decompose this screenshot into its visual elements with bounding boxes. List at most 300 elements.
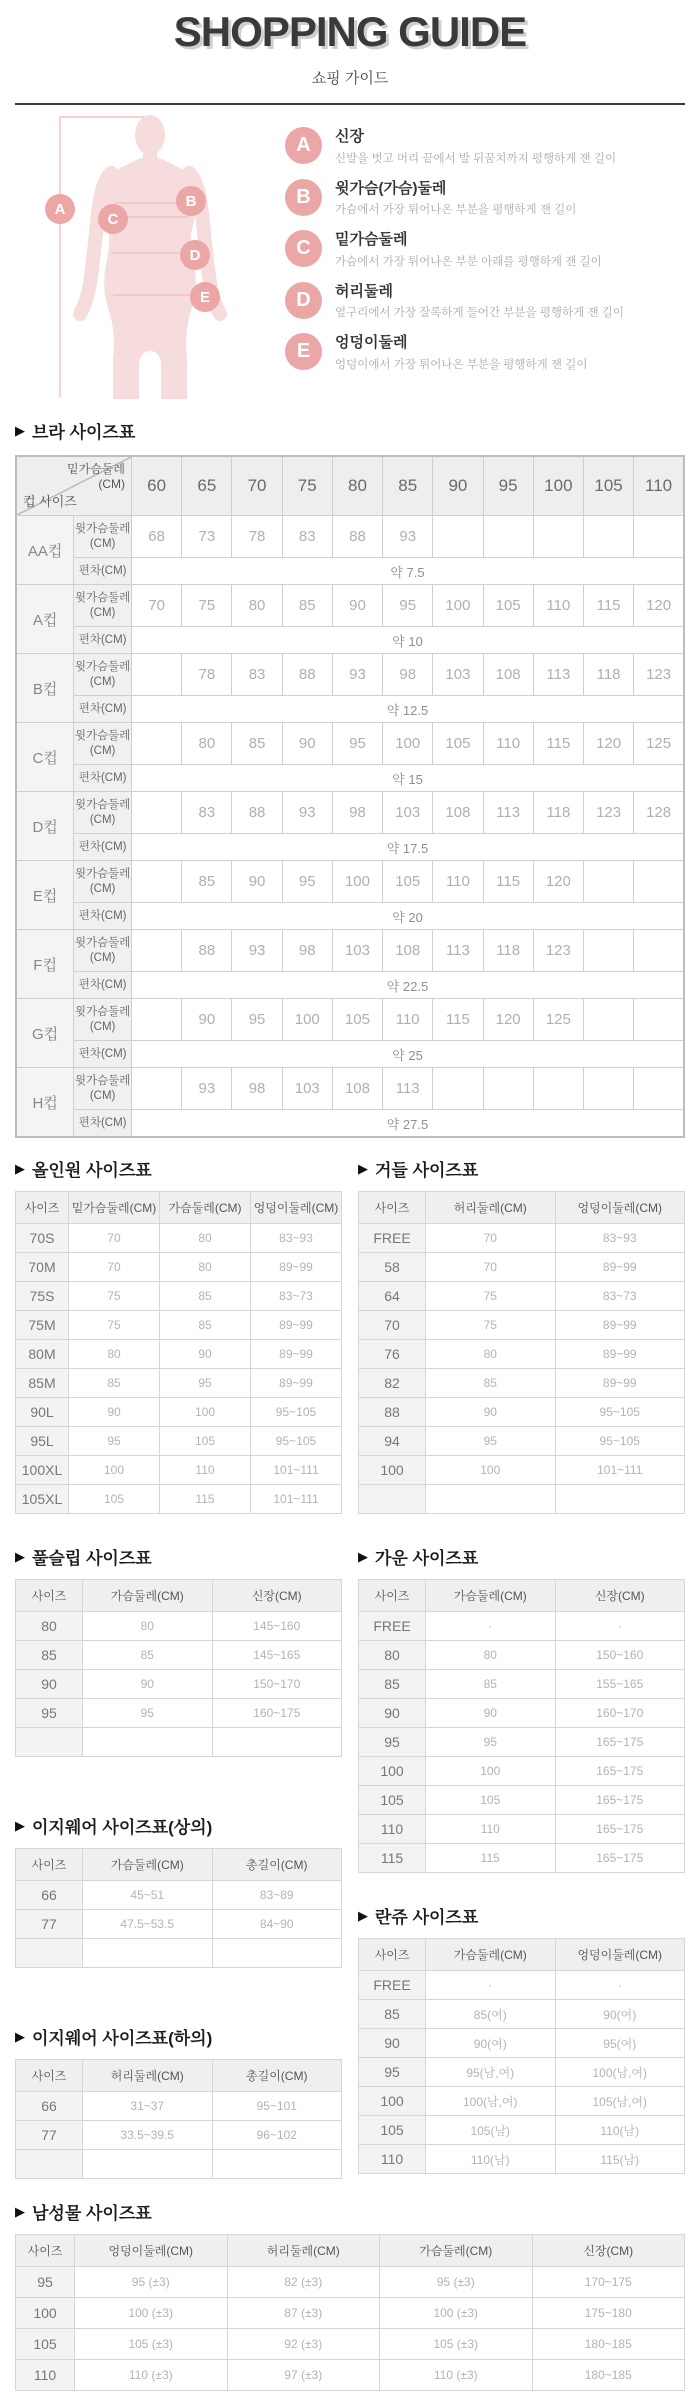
table-row xyxy=(359,2116,685,2145)
band-size-header: 70 xyxy=(232,456,282,516)
cup-name: A컵 xyxy=(16,585,74,654)
cell: 92 (±3) xyxy=(227,2329,380,2360)
header-row xyxy=(16,1580,342,1612)
table-row xyxy=(16,1728,342,1757)
bust-value: 125 xyxy=(634,723,684,765)
bust-value: 93 xyxy=(383,516,433,558)
row-header: 85 xyxy=(16,1641,83,1670)
cell: 165~175 xyxy=(555,1757,685,1786)
cup-name: D컵 xyxy=(16,792,74,861)
bust-value xyxy=(132,999,182,1041)
bust-value: 95 xyxy=(332,723,382,765)
table-row xyxy=(359,2087,685,2116)
table-row xyxy=(16,2092,342,2121)
cell: 90 xyxy=(69,1398,160,1427)
bust-value: 115 xyxy=(583,585,633,627)
deviation-label: 편차(CM) xyxy=(74,972,132,999)
column-header: 사이즈 xyxy=(359,1580,426,1612)
section-heading-easywear-bottom xyxy=(15,2024,342,2049)
bust-value: 113 xyxy=(533,654,583,696)
size-table xyxy=(15,2234,685,2391)
corner-top-label: 밑가슴둘레(CM) xyxy=(67,462,125,492)
cell: 150~160 xyxy=(555,1641,685,1670)
section-title: 이지웨어 사이즈표(상의) xyxy=(32,1818,213,1838)
bust-value: 100 xyxy=(332,861,382,903)
section-gown xyxy=(358,1544,685,1873)
cell: 180~185 xyxy=(532,2329,685,2360)
cell: 105 (±3) xyxy=(75,2329,228,2360)
cell: 85 xyxy=(83,1641,213,1670)
cell: 83~93 xyxy=(251,1224,342,1253)
cup-name: F컵 xyxy=(16,930,74,999)
bust-row xyxy=(16,861,684,903)
deviation-value: 약 22.5 xyxy=(132,972,685,999)
row-header: 82 xyxy=(359,1369,426,1398)
bust-label: 윗가슴둘레(CM) xyxy=(74,792,132,834)
fullslip-table xyxy=(15,1579,342,1757)
bust-value: 120 xyxy=(483,999,533,1041)
cell: 165~175 xyxy=(555,1728,685,1757)
row-header: 77 xyxy=(16,1910,83,1939)
triangle-bullet-icon: ▶ xyxy=(15,422,25,438)
cell: 89~99 xyxy=(251,1311,342,1340)
triangle-bullet-icon: ▶ xyxy=(15,2203,25,2219)
column-header: 엉덩이둘레(CM) xyxy=(75,2235,228,2267)
legend-item xyxy=(285,127,685,166)
legend-text xyxy=(335,333,587,372)
column-header: 허리둘레(CM) xyxy=(227,2235,380,2267)
cell: 70 xyxy=(426,1224,556,1253)
bust-value xyxy=(533,1068,583,1110)
measure-description: 엉덩이에서 가장 튀어나온 부분을 평행하게 잰 길이 xyxy=(335,358,588,371)
table-row xyxy=(16,2150,342,2179)
cell: 100 xyxy=(160,1398,251,1427)
cell: 75 xyxy=(69,1282,160,1311)
cell: 80 xyxy=(160,1224,251,1253)
cell: 80 xyxy=(69,1340,160,1369)
cell: · xyxy=(426,1612,556,1641)
size-table xyxy=(358,1938,685,2174)
deviation-label: 편차(CM) xyxy=(74,834,132,861)
header-row xyxy=(359,1939,685,1971)
bust-value: 100 xyxy=(383,723,433,765)
cell xyxy=(212,1939,342,1968)
cell: 85 xyxy=(160,1282,251,1311)
cup-name: H컵 xyxy=(16,1068,74,1138)
row-header: FREE xyxy=(359,1612,426,1641)
cell: 165~175 xyxy=(555,1786,685,1815)
cell: 47.5~53.5 xyxy=(83,1910,213,1939)
table-row xyxy=(359,2029,685,2058)
row-header: 115 xyxy=(359,1844,426,1873)
allinone-table xyxy=(15,1191,342,1514)
deviation-value: 약 15 xyxy=(132,765,685,792)
row-header: 90 xyxy=(359,2029,426,2058)
bust-value: 83 xyxy=(232,654,282,696)
bust-value: 108 xyxy=(433,792,483,834)
bust-value: 115 xyxy=(433,999,483,1041)
cell: 85 xyxy=(426,1369,556,1398)
triangle-bullet-icon: ▶ xyxy=(358,1548,368,1564)
column-header: 사이즈 xyxy=(16,1849,83,1881)
cell: 115 xyxy=(160,1485,251,1514)
section-heading-gown xyxy=(358,1544,685,1569)
section-title: 남성물 사이즈표 xyxy=(32,2204,152,2224)
table-row xyxy=(359,1612,685,1641)
cell: 85 xyxy=(160,1311,251,1340)
row-header: 85 xyxy=(359,2000,426,2029)
bust-row xyxy=(16,516,684,558)
deviation-row xyxy=(16,558,684,585)
cell: 96~102 xyxy=(212,2121,342,2150)
table-row xyxy=(359,1456,685,1485)
gown-table xyxy=(358,1579,685,1873)
bust-value: 85 xyxy=(282,585,332,627)
header-row xyxy=(359,1580,685,1612)
bust-value: 80 xyxy=(232,585,282,627)
bust-value: 88 xyxy=(332,516,382,558)
section-lanju xyxy=(358,1903,685,2174)
table-head xyxy=(16,1849,342,1881)
table-row xyxy=(359,1971,685,2000)
row-header: 95 xyxy=(359,1728,426,1757)
row-header: 75M xyxy=(16,1311,69,1340)
bust-value xyxy=(433,1068,483,1110)
cell: 80 xyxy=(426,1340,556,1369)
deviation-row xyxy=(16,972,684,999)
bust-row xyxy=(16,654,684,696)
corner-bottom-label: 컵 사이즈 xyxy=(23,494,77,510)
column-header: 사이즈 xyxy=(16,2235,75,2267)
table-row xyxy=(16,1881,342,1910)
row-header: 64 xyxy=(359,1282,426,1311)
svg-text:B: B xyxy=(185,193,197,211)
deviation-label: 편차(CM) xyxy=(74,903,132,930)
triangle-bullet-icon: ▶ xyxy=(358,1160,368,1176)
row-header: 95 xyxy=(16,2267,75,2298)
section-heading-allinone xyxy=(15,1156,342,1181)
row-header: 80 xyxy=(16,1612,83,1641)
row-header: 100 xyxy=(16,2298,75,2329)
cell: 90 xyxy=(426,1398,556,1427)
header-row xyxy=(16,2060,342,2092)
column-header: 가슴둘레(CM) xyxy=(83,1580,213,1612)
cell xyxy=(83,1939,213,1968)
triangle-bullet-icon: ▶ xyxy=(15,2028,25,2044)
cell: 75 xyxy=(426,1311,556,1340)
band-size-header: 110 xyxy=(634,456,684,516)
cell: 105 xyxy=(69,1485,160,1514)
cell: 89~99 xyxy=(555,1369,685,1398)
cell xyxy=(555,1485,685,1514)
table-row xyxy=(359,1641,685,1670)
row-header: 100 xyxy=(359,1456,426,1485)
bust-value xyxy=(483,516,533,558)
triangle-bullet-icon: ▶ xyxy=(358,1907,368,1923)
section-heading-girdle xyxy=(358,1156,685,1181)
column-header: 가슴둘레(CM) xyxy=(426,1939,556,1971)
table-body xyxy=(16,1612,342,1757)
table-row xyxy=(16,1910,342,1939)
cup-name: G컵 xyxy=(16,999,74,1068)
bust-value: 83 xyxy=(282,516,332,558)
bust-value: 123 xyxy=(583,792,633,834)
cell: 110 xyxy=(160,1456,251,1485)
bust-value: 68 xyxy=(132,516,182,558)
table-row xyxy=(359,1728,685,1757)
bust-value xyxy=(483,1068,533,1110)
row-header: 95L xyxy=(16,1427,69,1456)
row-header: 66 xyxy=(16,2092,83,2121)
bust-value: 98 xyxy=(232,1068,282,1110)
legend-item xyxy=(285,333,685,372)
table-head xyxy=(16,456,684,516)
table-head xyxy=(16,1580,342,1612)
section-easywear-bottom xyxy=(15,2024,342,2179)
cell: 110 (±3) xyxy=(75,2360,228,2391)
svg-text:C: C xyxy=(107,211,119,229)
bust-value xyxy=(583,930,633,972)
bust-value: 98 xyxy=(282,930,332,972)
deviation-value: 약 17.5 xyxy=(132,834,685,861)
cell: 165~175 xyxy=(555,1844,685,1873)
body-silhouette-icon xyxy=(15,111,285,399)
triangle-bullet-icon: ▶ xyxy=(15,1548,25,1564)
row-header: 90L xyxy=(16,1398,69,1427)
deviation-row xyxy=(16,834,684,861)
bust-value: 85 xyxy=(182,861,232,903)
row-header: 70 xyxy=(359,1311,426,1340)
row-header: 105 xyxy=(359,1786,426,1815)
bust-value xyxy=(533,516,583,558)
bust-value: 108 xyxy=(383,930,433,972)
bust-value: 88 xyxy=(182,930,232,972)
cell: 110(남) xyxy=(426,2145,556,2174)
bust-value: 105 xyxy=(383,861,433,903)
column-header: 엉덩이둘레(CM) xyxy=(251,1192,342,1224)
section-heading-bra xyxy=(15,418,685,443)
row-header: 85 xyxy=(359,1670,426,1699)
cell: 105 xyxy=(426,1786,556,1815)
cell: · xyxy=(555,1971,685,2000)
bust-value: 95 xyxy=(232,999,282,1041)
cell: 110 xyxy=(426,1815,556,1844)
cell: 105(남,여) xyxy=(555,2087,685,2116)
mens-table xyxy=(15,2234,685,2391)
bust-value: 115 xyxy=(533,723,583,765)
band-size-header: 90 xyxy=(433,456,483,516)
header-row xyxy=(16,1849,342,1881)
cell: 45~51 xyxy=(83,1881,213,1910)
bust-value: 80 xyxy=(182,723,232,765)
bust-value: 120 xyxy=(583,723,633,765)
deviation-row xyxy=(16,696,684,723)
table-row xyxy=(16,1340,342,1369)
deviation-row xyxy=(16,627,684,654)
row-header: 95 xyxy=(16,1699,83,1728)
column-header: 신장(CM) xyxy=(555,1580,685,1612)
bust-value: 103 xyxy=(282,1068,332,1110)
row-header xyxy=(359,1485,426,1514)
cell: 100(남,여) xyxy=(555,2058,685,2087)
bust-value xyxy=(433,516,483,558)
bust-value: 115 xyxy=(483,861,533,903)
row-header: 110 xyxy=(359,1815,426,1844)
size-table xyxy=(15,2059,342,2179)
bust-label: 윗가슴둘레(CM) xyxy=(74,723,132,765)
deviation-label: 편차(CM) xyxy=(74,1110,132,1138)
bust-value: 90 xyxy=(282,723,332,765)
band-size-header: 95 xyxy=(483,456,533,516)
deviation-label: 편차(CM) xyxy=(74,558,132,585)
bust-value: 105 xyxy=(332,999,382,1041)
table-row xyxy=(16,2121,342,2150)
column-header: 총길이(CM) xyxy=(212,1849,342,1881)
table-row xyxy=(359,2058,685,2087)
column-header: 사이즈 xyxy=(16,1192,69,1224)
bust-value: 125 xyxy=(533,999,583,1041)
table-row xyxy=(16,2298,685,2329)
bust-value: 95 xyxy=(383,585,433,627)
section-heading-easywear-top xyxy=(15,1813,342,1838)
cell: 90 xyxy=(160,1340,251,1369)
cell: 33.5~39.5 xyxy=(83,2121,213,2150)
size-table xyxy=(15,1579,342,1757)
cell: 105(남) xyxy=(426,2116,556,2145)
cell: 83~73 xyxy=(555,1282,685,1311)
table-row xyxy=(16,1939,342,1968)
cell: 180~185 xyxy=(532,2360,685,2391)
cell: 90 xyxy=(83,1670,213,1699)
row-header: 88 xyxy=(359,1398,426,1427)
bust-value: 83 xyxy=(182,792,232,834)
size-table xyxy=(15,1848,342,1968)
section-mens xyxy=(0,2199,700,2399)
row-header: 77 xyxy=(16,2121,83,2150)
cell: 160~175 xyxy=(212,1699,342,1728)
legend-text xyxy=(335,127,616,166)
deviation-label: 편차(CM) xyxy=(74,696,132,723)
deviation-label: 편차(CM) xyxy=(74,1041,132,1068)
bust-value xyxy=(583,999,633,1041)
table-row xyxy=(359,1340,685,1369)
table-row xyxy=(359,1398,685,1427)
cell: 80 xyxy=(83,1612,213,1641)
cell: 155~165 xyxy=(555,1670,685,1699)
cup-name: C컵 xyxy=(16,723,74,792)
section-title: 풀슬립 사이즈표 xyxy=(32,1549,152,1569)
corner-cell xyxy=(16,456,132,516)
cell: 100 (±3) xyxy=(75,2298,228,2329)
table-row xyxy=(16,2329,685,2360)
bust-value: 123 xyxy=(634,654,684,696)
row-header: 76 xyxy=(359,1340,426,1369)
marker-b-icon: B xyxy=(285,179,322,216)
triangle-bullet-icon: ▶ xyxy=(15,1817,25,1833)
bust-row xyxy=(16,585,684,627)
bust-label: 윗가슴둘레(CM) xyxy=(74,1068,132,1110)
section-allinone xyxy=(15,1156,342,1514)
cell: 95 xyxy=(160,1369,251,1398)
section-girdle xyxy=(358,1156,685,1514)
bust-value xyxy=(634,861,684,903)
size-table xyxy=(358,1579,685,1873)
bust-value: 103 xyxy=(332,930,382,972)
table-body xyxy=(16,516,684,1138)
lanju-table xyxy=(358,1938,685,2174)
cell: 101~111 xyxy=(251,1485,342,1514)
measure-name: 신장 xyxy=(335,128,364,146)
bust-value xyxy=(132,861,182,903)
bust-value: 118 xyxy=(483,930,533,972)
column-header: 가슴둘레(CM) xyxy=(160,1192,251,1224)
cell: 83~73 xyxy=(251,1282,342,1311)
bust-value: 105 xyxy=(483,585,533,627)
cell: 95 xyxy=(426,1427,556,1456)
row-header: 80M xyxy=(16,1340,69,1369)
cell: 75 xyxy=(426,1282,556,1311)
bust-value: 105 xyxy=(433,723,483,765)
bust-label: 윗가슴둘레(CM) xyxy=(74,516,132,558)
size-table xyxy=(358,1191,685,1514)
marker-d-icon: D xyxy=(285,282,322,319)
triangle-bullet-icon: ▶ xyxy=(15,1160,25,1176)
cell: 110(남) xyxy=(555,2116,685,2145)
legend-item xyxy=(285,282,685,321)
row-header: 100 xyxy=(359,2087,426,2116)
cell: 75 xyxy=(69,1311,160,1340)
table-row xyxy=(359,1224,685,1253)
table-row xyxy=(16,1369,342,1398)
table-row xyxy=(16,1253,342,1282)
bust-value: 110 xyxy=(533,585,583,627)
row-header: 100 xyxy=(359,1757,426,1786)
column-header: 총길이(CM) xyxy=(212,2060,342,2092)
bust-value: 100 xyxy=(433,585,483,627)
table-row xyxy=(16,1398,342,1427)
table-body xyxy=(16,1881,342,1968)
cell: 145~165 xyxy=(212,1641,342,1670)
band-size-header: 105 xyxy=(583,456,633,516)
cell: 160~170 xyxy=(555,1699,685,1728)
cell: 95~105 xyxy=(251,1398,342,1427)
column-header: 가슴둘레(CM) xyxy=(83,1849,213,1881)
body-diagram xyxy=(15,111,285,404)
cell: 80 xyxy=(426,1641,556,1670)
table-row xyxy=(359,1369,685,1398)
cell: 110 (±3) xyxy=(380,2360,533,2391)
table-row xyxy=(359,1427,685,1456)
bust-value: 78 xyxy=(232,516,282,558)
table-head xyxy=(16,2235,685,2267)
column-header: 사이즈 xyxy=(16,2060,83,2092)
bust-value: 90 xyxy=(232,861,282,903)
band-size-header: 80 xyxy=(332,456,382,516)
bust-value: 118 xyxy=(583,654,633,696)
marker-a-icon: A xyxy=(285,127,322,164)
header-row xyxy=(16,2235,685,2267)
cell: 95 xyxy=(83,1699,213,1728)
bust-value xyxy=(583,861,633,903)
bust-row xyxy=(16,999,684,1041)
cell: 95 (±3) xyxy=(380,2267,533,2298)
cell: 95~105 xyxy=(555,1427,685,1456)
row-header xyxy=(16,1728,83,1757)
measure-name: 윗가슴(가슴)둘레 xyxy=(335,179,447,197)
band-size-header: 75 xyxy=(282,456,332,516)
table-head xyxy=(359,1939,685,1971)
cell xyxy=(426,1485,556,1514)
